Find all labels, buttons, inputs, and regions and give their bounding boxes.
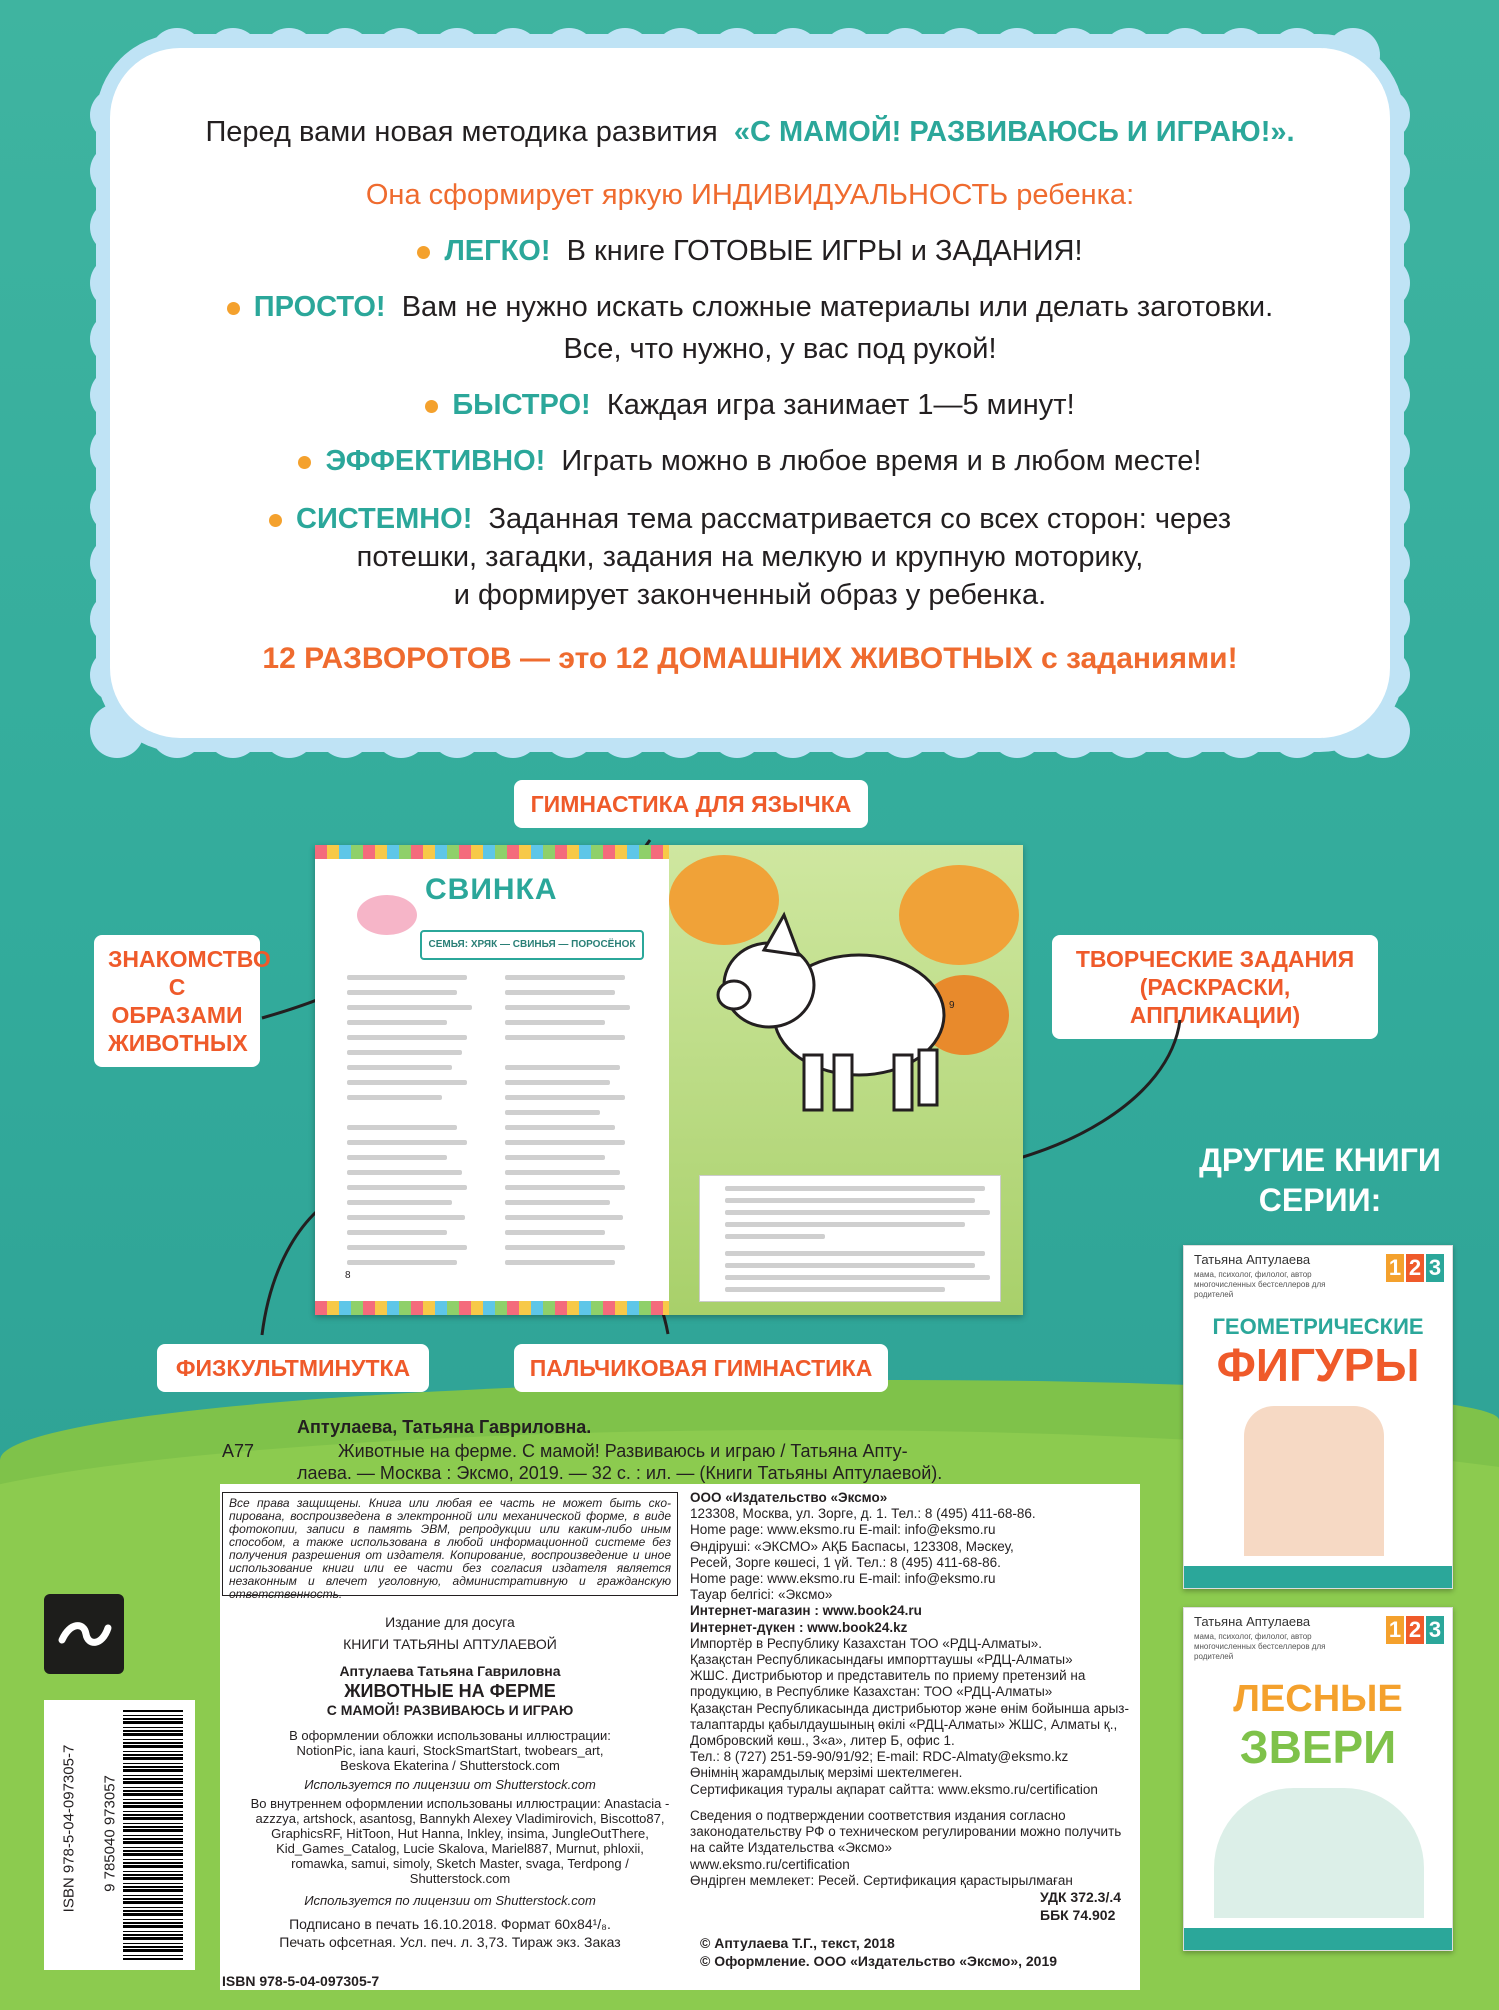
book-cover-illustration xyxy=(1214,1788,1424,1918)
callout-finger-gymnastics: ПАЛЬЧИКОВАЯ ГИМНАСТИКА xyxy=(514,1344,888,1392)
other-books-heading: ДРУГИЕ КНИГИ СЕРИИ: xyxy=(1199,1142,1441,1218)
spread-left-page xyxy=(315,845,669,1315)
age-badge: 1 2 3 xyxy=(1384,1254,1446,1284)
bib-code: А77 xyxy=(222,1441,255,1461)
copyright-text: © Аптулаева Т.Г., текст, 2018 xyxy=(700,1935,895,1951)
bullet-simple: ПРОСТО! Вам не нужно искать сложные материалы или делать заготовки. xyxy=(110,288,1390,326)
inner-illustrations-credit: Во внутреннем оформлении использованы иллюстрации: Anastacia - azzzya, artshock, asantosg, Bannykh Alexey Vladimirovich, Biscotto87, GraphicsRF, HitToon, Hut Hanna, Inkley, insima, JungleOutThere, Kid_Games_Catalog, Lucie Skalova, Mariel887, Murnut, phloxii, romawka, samui, simoly, Sketch Master, svaga, Terdpong / Shutterstock.com xyxy=(250,1796,670,1886)
intro-summary: 12 РАЗВОРОТОВ — это 12 ДОМАШНИХ ЖИВОТНЫХ с заданиями! xyxy=(262,642,1238,675)
udk: УДК 372.3/.4 xyxy=(1040,1889,1122,1905)
bullet-fast: БЫСТРО! Каждая игра занимает 1—5 минут! xyxy=(110,386,1390,424)
eksmo-logo xyxy=(44,1594,124,1674)
bullet-effective: ЭФФЕКТИВНО! Играть можно в любое время и в любом месте! xyxy=(110,442,1390,480)
bullet-systemic: СИСТЕМНО! Заданная тема рассматривается со всех сторон: через xyxy=(110,500,1390,538)
book-title-line1: ГЕОМЕТРИЧЕСКИЕ xyxy=(1212,1314,1424,1339)
callout-animal-images: ЗНАКОМСТВО С ОБРАЗАМИ ЖИВОТНЫХ xyxy=(94,935,260,1067)
imprint-subtitle: С МАМОЙ! РАЗВИВАЮСЬ И ИГРАЮ xyxy=(326,1702,574,1718)
bib-desc-line2: лаева. — Москва : Эксмо, 2019. — 32 с. : ил. — (Книги Татьяны Аптулаевой). xyxy=(297,1463,943,1483)
age-badge: 1 2 3 xyxy=(1384,1616,1446,1646)
publisher-info: ООО «Издательство «Эксмо» 123308, Москва, ул. Зорге, д. 1. Тел.: 8 (495) 411-68-86. Home page: www.eksmo.ru E-mail: info@eksmo.ru Өндіруші: «ЭКСМО» АҚБ Баспасы, 123308, Мәскеу, Ресей, Зорге көшесі, 1 үй. Тел.: 8 (495) 411-68-86. Home page: www.eksmo.ru E-mail: info@eksmo.ru Тауар белгісі: «Эксмо» Интернет-магазин : www.book24.ru Интернет-дүкен : www.book24.kz Импортёр в Республику Казахстан ТОО «РДЦ-Алматы». Қазақстан Республикасындағы импорттаушы «РДЦ-Алматы» ЖШС. Дистрибьютор и представитель по приему претензий на продукцию, в Республике Казахстан: ТОО «РДЦ-Алматы» Қазақстан Республикасында дистрибьютор және өнім бойынша арыз- талаптарды қабылдаушының өкілі «РДЦ-Алматы» ЖШС, Алматы қ., Домбровский көш., 3«а», литер Б, офис 1. Тел.: 8 (727) 251-59-90/91/92; E-mail: RDC-Almaty@eksmo.kz Өнімнің жарамдылық мерзімі шектелмеген. Сертификация туралы ақпарат сайтта: www.eksmo.ru/certification xyxy=(690,1490,1129,1797)
book-spread-preview xyxy=(315,845,1023,1315)
book-cover-illustration xyxy=(1244,1406,1384,1556)
book-author-desc: мама, психолог, филолог, автор многочисленных бестселлеров для родителей xyxy=(1194,1632,1326,1661)
imprint-title: ЖИВОТНЫЕ НА ФЕРМЕ xyxy=(344,1681,556,1701)
copyright-design: © Оформление. ООО «Издательство «Эксмо», 2019 xyxy=(700,1953,1058,1969)
bbk: ББК 74.902 xyxy=(1040,1907,1116,1923)
isbn-vertical: ISBN 978-5-04-097305-7 xyxy=(60,1744,78,1913)
callout-creative-tasks: ТВОРЧЕСКИЕ ЗАДАНИЯ (РАСКРАСКИ, АППЛИКАЦИИ) xyxy=(1052,935,1378,1039)
cover-license: Используется по лицензии от Shutterstock.com xyxy=(304,1777,596,1792)
intro-line1: Перед вами новая методика развития «С МАМОЙ! РАЗВИВАЮСЬ И ИГРАЮ!». xyxy=(205,116,1295,148)
print-info-line1: Подписано в печать 16.10.2018. Формат 60x84¹/₈. xyxy=(289,1916,611,1932)
book-author: Татьяна Аптулаева xyxy=(1194,1252,1311,1267)
spread-task-box xyxy=(699,1175,1001,1302)
book-author-desc: мама, психолог, филолог, автор многочисленных бестселлеров для родителей xyxy=(1194,1270,1326,1299)
spread-title: СВИНКА xyxy=(425,873,558,906)
imprint-author: Аптулаева Татьяна Гавриловна xyxy=(339,1663,561,1679)
book-skills-strip xyxy=(1184,1566,1452,1588)
rights-notice: Все права защищены. Книга или любая ее часть не может быть скопирована, воспроизведена в электронной или механической форме, в виде фотокопии, записи в память ЭВМ, репродукции или каким-либо иным способом, а также использована в любой информационной системе без получения разрешения от издателя. Копирование, воспроизведение и иное использование книги или ее части без согласия издателя является незаконным и влечет уголовную, административную и гражданскую ответственность. xyxy=(222,1492,678,1596)
inner-license: Используется по лицензии от Shutterstock.com xyxy=(304,1893,596,1908)
spread-family: СЕМЬЯ: ХРЯК — СВИНЬЯ — ПОРОСЁНОК xyxy=(420,930,644,960)
barcode xyxy=(95,1700,195,1970)
cover-illustrations-credit: В оформлении обложки использованы иллюстрации: NotionPic, iana kauri, StockSmartStart, twobears_art, Beskova Ekaterina / Shutterstock.com xyxy=(289,1728,611,1773)
book-title-line2: ФИГУРЫ xyxy=(1216,1339,1420,1391)
book-author: Татьяна Аптулаева xyxy=(1194,1614,1311,1629)
spread-page-number-left: 8 xyxy=(345,1270,351,1281)
book-skills-strip xyxy=(1184,1928,1452,1950)
bullet-systemic-line2: потешки, загадки, задания на мелкую и крупную моторику, xyxy=(356,541,1144,573)
book-title-line1: ЛЕСНЫЕ xyxy=(1233,1678,1403,1720)
book-cover-geometric-shapes[interactable] xyxy=(1183,1245,1453,1589)
pig-illustration-small xyxy=(357,895,417,935)
edition-type: Издание для досуга xyxy=(385,1614,515,1630)
isbn-vertical-box xyxy=(44,1700,96,1970)
callout-physical-break: ФИЗКУЛЬТМИНУТКА xyxy=(157,1344,429,1392)
spread-page-number-right: 9 xyxy=(949,1000,955,1011)
pig-coloring-outline xyxy=(709,905,959,1125)
bullet-easy: ЛЕГКО! В книге ГОТОВЫЕ ИГРЫ и ЗАДАНИЯ! xyxy=(110,232,1390,270)
bullet-systemic-line3: и формирует законченный образ у ребенка. xyxy=(453,579,1047,611)
spread-right-page xyxy=(669,845,1023,1315)
certification-info: Сведения о подтверждении соответствия издания согласно законодательству РФ о техническом регулировании можно получить на сайте Издательства «Эксмо» www.eksmo.ru/certification Өндірген мемлекет: Ресей. Сертификация қарастырылмаған xyxy=(690,1808,1122,1888)
book-title-line2: ЗВЕРИ xyxy=(1239,1721,1397,1773)
isbn-bottom: ISBN 978-5-04-097305-7 xyxy=(222,1973,380,1989)
bib-desc-line1: Животные на ферме. С мамой! Развиваюсь и играю / Татьяна Апту- xyxy=(338,1441,908,1461)
bib-author: Аптулаева, Татьяна Гавриловна. xyxy=(297,1417,592,1437)
print-info-line2: Печать офсетная. Усл. печ. л. 3,73. Тираж экз. Заказ xyxy=(279,1934,621,1950)
intro-line2: Она сформирует яркую ИНДИВИДУАЛЬНОСТЬ ребенка: xyxy=(365,179,1135,211)
series-name: КНИГИ ТАТЬЯНЫ АПТУЛАЕВОЙ xyxy=(343,1636,557,1652)
book-cover-forest-animals[interactable] xyxy=(1183,1607,1453,1951)
bullet-simple-line2: Все, что нужно, у вас под рукой! xyxy=(563,333,997,365)
barcode-digits: 9 785040 973057 xyxy=(101,1775,119,1892)
callout-tongue-gymnastics: ГИМНАСТИКА ДЛЯ ЯЗЫЧКА xyxy=(514,780,868,828)
